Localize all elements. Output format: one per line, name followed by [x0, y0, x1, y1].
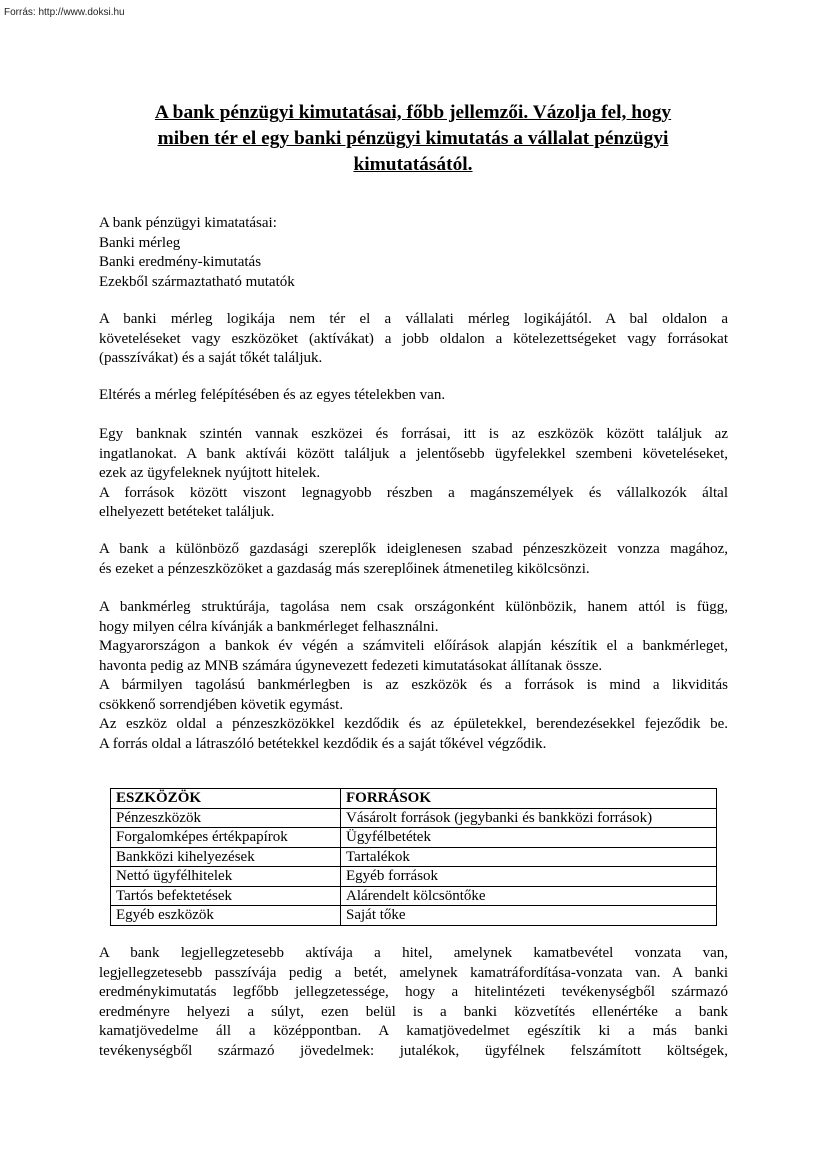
text-line: A források között viszont legnagyobb részben a magánszemélyek és vállalkozók által: [99, 484, 728, 501]
title-line: miben tér el egy banki pénzügyi kimutatás a vállalat pénzügyi: [157, 128, 669, 149]
title-line: kimutatásától.: [353, 154, 473, 175]
table-cell: Alárendelt kölcsöntőke: [341, 886, 717, 906]
text-line: A bank legjellegzetesebb aktívája a hitel, amelynek kamatbevétel vonzata van,: [99, 945, 728, 961]
intro-item: Banki eredmény-kimutatás: [99, 254, 262, 270]
text-line: elhelyezett betéteket találjuk.: [99, 504, 275, 520]
paragraph-difference: [99, 386, 728, 406]
paragraph-balance-logic: [99, 310, 728, 369]
text-line: legjellegzetesebb passzívája pedig a betét, amelynek kamatráfordítása-vonzata van. A banki: [99, 964, 728, 981]
text-line: Eltérés a mérleg felépítésében és az egyes tételekben van.: [99, 387, 446, 403]
text-line: A banki mérleg logikája nem tér el a vállalati mérleg logikájától. A bal oldalon a: [99, 311, 728, 327]
text-line: Az eszköz oldal a pénzeszközökkel kezdődik és az épületekkel, berendezésekkel fejeződik be.: [99, 716, 728, 732]
balance-sheet-table: [110, 788, 717, 926]
text-line: eredményre helyezi a súlyt, ezen belül is a banki közvetítés ellenértéke a bank: [99, 1003, 728, 1020]
document-title: [96, 100, 730, 178]
source-note: Forrás: http://www.doksi.hu: [4, 7, 125, 18]
title-line: A bank pénzügyi kimutatásai, főbb jellemzői. Vázolja fel, hogy: [154, 102, 672, 123]
table-cell: Tartalékok: [341, 847, 717, 867]
table-row: [111, 906, 717, 926]
text-line: ingatlanokat. A bank aktívái között találjuk a jelentősebb ügyfelekkel szembeni követeléseket,: [99, 445, 728, 462]
table-cell: Egyéb források: [341, 867, 717, 887]
table-cell: Bankközi kihelyezések: [111, 847, 341, 867]
text-line: (passzívákat) és a saját tőkét találjuk.: [99, 350, 323, 366]
text-line: Magyarországon a bankok év végén a számviteli előírások alapján készítik el a bankmérleget,: [99, 638, 728, 654]
table-row: [111, 828, 717, 848]
table-header-row: [111, 789, 717, 809]
text-line: hogy milyen célra kívánják a bankmérleget felhasználni.: [99, 618, 439, 635]
intro-list: [99, 214, 295, 292]
intro-item: Ezekből származtatható mutatók: [99, 273, 295, 290]
paragraph-structure: [99, 598, 728, 754]
table-header-liabilities: FORRÁSOK: [341, 789, 717, 809]
text-line: havonta pedig az MNB számára úgynevezett fedezeti kimutatásokat állítanak össze.: [99, 657, 603, 674]
text-line: eredménykimutatás legfőbb jellegzetessége, hogy a hitelintézeti tevékenységből származó: [99, 984, 728, 1000]
text-line: követeléseket vagy eszközöket (aktívákat) a jobb oldalon a kötelezettségeket vagy forrásokat: [99, 330, 728, 347]
paragraph-income-statement: [99, 944, 728, 1061]
text-line: Egy banknak szintén vannak eszközei és forrásai, itt is az eszközök között találjuk az: [99, 426, 728, 442]
table-row: [111, 808, 717, 828]
table-cell: Egyéb eszközök: [111, 906, 341, 926]
text-line: ezek az ügyfeleknek nyújtott hitelek.: [99, 465, 321, 481]
text-line: A bármilyen tagolású bankmérlegben is az eszközök és a források is mind a likviditás: [99, 677, 728, 693]
table-cell: Pénzeszközök: [111, 808, 341, 828]
text-line: kamatjövedelme áll a középpontban. A kamatjövedelmet egészítik ki a más banki: [99, 1023, 728, 1039]
table-cell: Tartós befektetések: [111, 886, 341, 906]
table-row: [111, 886, 717, 906]
text-line: csökkenő sorrendjében követik egymást.: [99, 696, 344, 713]
text-line: tevékenységből származó jövedelmek: jutalékok, ügyfélnek felszámított költségek,: [99, 1042, 728, 1059]
table-row: [111, 867, 717, 887]
text-line: A bank a különböző gazdasági szereplők ideiglenesen szabad pénzeszközeit vonzza magához,: [99, 541, 728, 557]
text-line: és ezeket a pénzeszközöket a gazdaság más szereplőinek átmenetileg kikölcsönzi.: [99, 560, 590, 577]
paragraph-bank-assets: [99, 425, 728, 523]
table-cell: Vásárolt források (jegybanki és bankközi források): [341, 808, 717, 828]
table-header-assets: ESZKÖZÖK: [111, 789, 341, 809]
text-line: A forrás oldal a látraszóló betétekkel kezdődik és a saját tőkével végződik.: [99, 735, 547, 752]
paragraph-bank-role: [99, 540, 728, 579]
text-line: A bankmérleg struktúrája, tagolása nem csak országonként különbözik, hanem attól is függ,: [99, 599, 728, 615]
table-cell: Forgalomképes értékpapírok: [111, 828, 341, 848]
table-cell: Ügyfélbetétek: [341, 828, 717, 848]
intro-item: A bank pénzügyi kimatatásai:: [99, 215, 277, 231]
table-cell: Nettó ügyfélhitelek: [111, 867, 341, 887]
table-row: [111, 847, 717, 867]
table-cell: Saját tőke: [341, 906, 717, 926]
intro-item: Banki mérleg: [99, 234, 181, 251]
